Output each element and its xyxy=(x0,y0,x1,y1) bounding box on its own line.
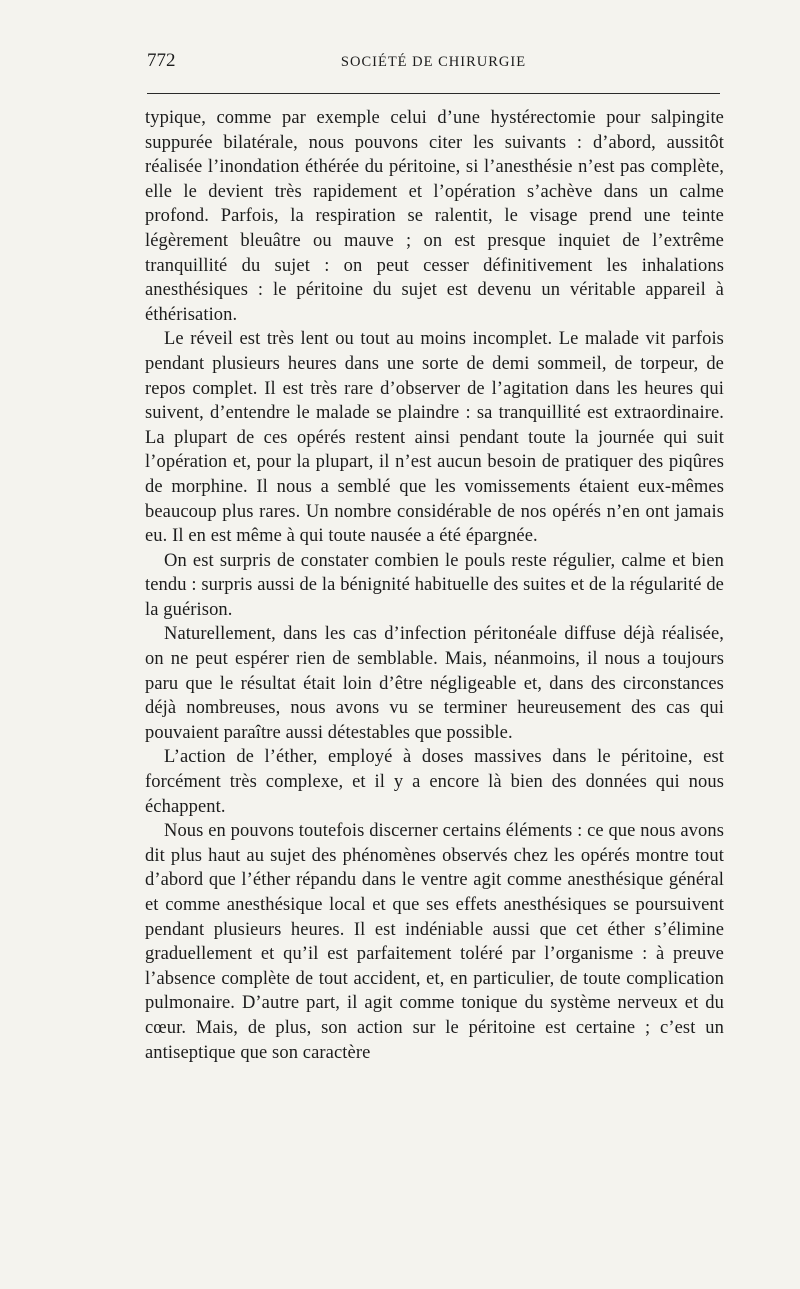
page-header xyxy=(147,50,720,82)
paragraph-3: On est surpris de constater combien le pouls reste régulier, calme et bien tendu : surpris aussi de la bénignité habituelle des suites et de la régularité de la guérison. xyxy=(145,550,724,620)
paragraph-4: Naturellement, dans les cas d’infection péritonéale diffuse déjà réalisée, on ne peut espérer rien de semblable. Mais, néanmoins, il nous a toujours paru que le résultat était loin d’être négligeable et, dans des circonstances déjà nombreuses, nous avons vu se terminer heureusement des cas qui pouvaient paraître aussi détestables que possible. xyxy=(145,624,724,743)
paragraph-5: L’action de l’éther, employé à doses massives dans le péritoine, est forcément très complexe, et il y a encore là bien des données qui nous échappent. xyxy=(145,747,724,817)
body-text xyxy=(145,106,724,1065)
paragraph-6: Nous en pouvons toutefois discerner certains éléments : ce que nous avons dit plus haut au sujet des phénomènes observés chez les opérés montre tout d’abord que l’éther répandu dans le ventre agit comme anesthésique général et comme anesthésique local et que ses effets anesthésiques se poursuivent pendant plusieurs heures. Il est indéniable aussi que cet éther s’élimine graduellement et qu’il est parfaitement toléré par l’organisme : à preuve l’absence complète de tout accident, et, en particulier, de toute complication pulmonaire. D’autre part, il agit comme tonique du système nerveux et du cœur. Mais, de plus, son action sur le péritoine est certaine ; c’est un antiseptique que son caractère xyxy=(145,821,724,1063)
page-number: 772 xyxy=(147,50,176,71)
running-title: SOCIÉTÉ DE CHIRURGIE xyxy=(340,54,527,70)
paragraph-1: typique, comme par exemple celui d’une hystérectomie pour salpingite suppurée bilatérale, nous pouvons citer les suivants : d’abord, aussitôt réalisée l’inondation éthérée du péritoine, si l’anesthésie n’est pas complète, elle le devient très rapidement et l’opération s’achève dans un calme profond. Parfois, la respiration se ralentit, le visage prend une teinte légèrement bleuâtre ou mauve ; on est presque inquiet de l’extrême tranquillité du sujet : on peut cesser définitivement les inhalations anesthésiques : le péritoine du sujet est devenu un véritable appareil à éthérisation. xyxy=(145,108,724,325)
paragraph-2: Le réveil est très lent ou tout au moins incomplet. Le malade vit parfois pendant plusieurs heures dans une sorte de demi sommeil, de torpeur, de repos complet. Il est très rare d’observer de l’agitation dans les heures qui suivent, d’entendre le malade se plaindre : sa tranquillité est extraordinaire. La plupart de ces opérés restent ainsi pendant toute la journée qui suit l’opération et, pour la plupart, il n’est aucun besoin de pratiquer des piqûres de morphine. Il nous a semblé que les vomissements étaient eux-mêmes beaucoup plus rares. Un nombre considérable de nos opérés n’en ont jamais eu. Il en est même à qui toute nausée a été épargnée. xyxy=(145,329,724,547)
header-rule xyxy=(147,93,720,94)
